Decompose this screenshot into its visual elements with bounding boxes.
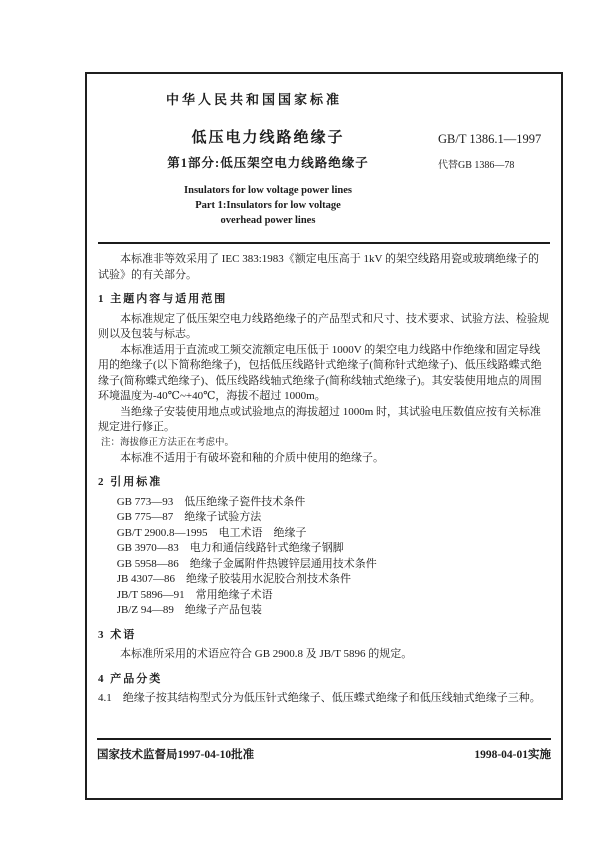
replaces-note: 代替GB 1386—78 [438, 160, 515, 171]
title-cn-line2: 第1部分:低压架空电力线路绝缘子 [167, 156, 369, 170]
reference-list [98, 495, 550, 619]
reference-item: GB 5958—86 绝缘子金属附件热镀锌层通用技术条件 [116, 557, 377, 570]
section-3-title: 3 术语 [98, 628, 137, 641]
section-1-paragraph-2: 本标准适用于直流或工频交流额定电压低于 1000V 的架空电力线路中作绝缘和固定导线用的绝缘子(以下简称绝缘子)，包括低压线路针式绝缘子(简称针式绝缘子)、低压线路蝶式绝缘子(简称蝶式绝缘子)、低压线路线轴式绝缘子(简称线轴式绝缘子)。其安装使用地点的周围环境温度为-40℃~+40℃，海拔不超过 1000m。 [98, 343, 542, 402]
document-body [98, 252, 550, 707]
title-english [98, 183, 438, 228]
page-frame [85, 72, 563, 800]
title-cn-line1: 低压电力线路绝缘子 [191, 130, 345, 146]
section-3-paragraph-1: 本标准所采用的术语应符合 GB 2900.8 及 JB/T 5896 的规定。 [120, 648, 413, 660]
document-title [98, 126, 438, 171]
reference-item: JB/T 5896—91 常用绝缘子术语 [116, 588, 273, 601]
standard-number-block [438, 126, 550, 171]
implementation-text: 1998-04-01实施 [474, 749, 551, 761]
reference-item: GB 3970—83 电力和通信线路针式绝缘子钢脚 [116, 542, 344, 554]
reference-item: GB 775—87 绝缘子试验方法 [116, 511, 262, 523]
page-footer [97, 738, 551, 798]
title-block [98, 126, 550, 171]
section-4-clause-4-1: 4.1 绝缘子按其结构型式分为低压针式绝缘子、低压蝶式绝缘子和低压线轴式绝缘子三种。 [98, 692, 541, 704]
reference-item: JB/Z 94—89 绝缘子产品包装 [116, 604, 262, 616]
approval-text: 国家技术监督局1997-04-10批准 [97, 749, 255, 761]
foreword-paragraph: 本标准非等效采用了 IEC 383:1983《额定电压高于 1kV 的架空线路用瓷或玻璃绝缘子的试验》的有关部分。 [98, 253, 540, 281]
title-en-line1: Insulators for low voltage power lines [184, 185, 352, 196]
national-standard-label: 中华人民共和国国家标准 [166, 92, 343, 107]
section-1-paragraph-1: 本标准规定了低压架空电力线路绝缘子的产品型式和尺寸、技术要求、试验方法、检验规则以及包装与标志。 [98, 312, 549, 340]
section-4-title: 4 产品分类 [98, 672, 163, 685]
section-2-title: 2 引用标准 [98, 476, 163, 488]
section-1-note: 注：海拔修正方法正在考虑中。 [101, 437, 235, 448]
reference-item: JB 4307—86 绝缘子胶装用水泥胶合剂技术条件 [116, 573, 352, 585]
header-divider [98, 242, 550, 244]
reference-item: GB/T 2900.8—1995 电工术语 绝缘子 [116, 526, 307, 539]
section-1-title: 1 主题内容与适用范围 [98, 293, 228, 305]
section-1-paragraph-4: 本标准不适用于有破坏瓷和釉的介质中使用的绝缘子。 [120, 451, 384, 464]
title-en-line3: overhead power lines [220, 215, 316, 226]
section-1-paragraph-3: 当绝缘子安装使用地点或试验地点的海拔超过 1000m 时，其试验电压数值应按有关标准规定进行修正。 [98, 405, 542, 433]
reference-item: GB 773—93 低压绝缘子瓷件技术条件 [116, 495, 306, 508]
standard-number: GB/T 1386.1—1997 [438, 132, 542, 146]
title-en-line2: Part 1:Insulators for low voltage [195, 200, 341, 211]
